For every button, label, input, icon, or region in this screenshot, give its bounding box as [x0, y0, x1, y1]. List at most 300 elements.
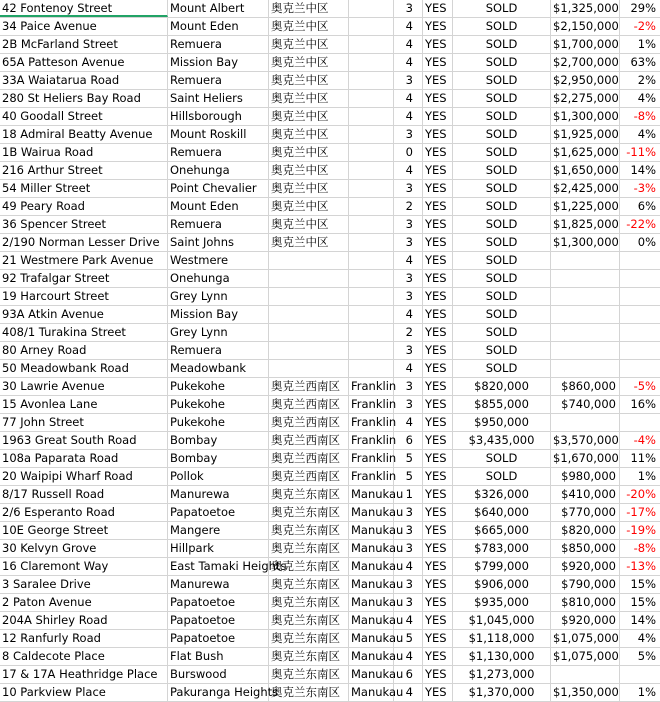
suburb-cell[interactable]: Pakuranga Heights: [170, 685, 279, 699]
change-cell[interactable]: -20%: [626, 487, 656, 501]
region-cell[interactable]: [269, 324, 349, 341]
region-cell[interactable]: [269, 306, 349, 323]
suburb-cell[interactable]: Mission Bay: [168, 306, 269, 323]
bedrooms-cell[interactable]: 3: [394, 576, 423, 593]
bedrooms-cell[interactable]: 3: [394, 180, 423, 197]
bedrooms-cell[interactable]: 6: [394, 432, 423, 449]
region-cell[interactable]: 奥克兰东南区: [269, 558, 349, 575]
district-cell[interactable]: Manukau: [351, 613, 404, 627]
region-cell[interactable]: 奥克兰中区: [269, 162, 349, 179]
change-cell[interactable]: -8%: [633, 541, 656, 555]
status-price-cell[interactable]: $1,273,000: [453, 666, 551, 683]
district-cell[interactable]: [349, 198, 394, 215]
address-cell[interactable]: 16 Claremont Way: [0, 558, 168, 575]
cv-cell[interactable]: $2,425,000: [553, 181, 619, 195]
district-cell[interactable]: [349, 252, 394, 269]
suburb-cell[interactable]: Onehunga: [168, 270, 269, 287]
district-cell[interactable]: Manukau: [351, 667, 404, 681]
address-cell[interactable]: 10E George Street: [0, 522, 168, 539]
change-cell[interactable]: [620, 342, 660, 359]
cv-cell[interactable]: $1,075,000: [553, 631, 619, 645]
bedrooms-cell[interactable]: 3: [394, 540, 423, 557]
suburb-cell[interactable]: Remuera: [168, 342, 269, 359]
cv-cell[interactable]: $1,300,000: [553, 109, 619, 123]
cv-cell[interactable]: $790,000: [551, 576, 620, 593]
cv-cell[interactable]: $1,925,000: [553, 127, 619, 141]
suburb-cell[interactable]: Grey Lynn: [168, 288, 269, 305]
change-cell[interactable]: 2%: [637, 73, 656, 87]
bedrooms-cell[interactable]: 3: [394, 504, 423, 521]
status-price-cell[interactable]: SOLD: [453, 234, 551, 251]
district-cell[interactable]: [349, 216, 394, 233]
change-cell[interactable]: 11%: [630, 451, 656, 465]
address-cell[interactable]: 216 Arthur Street: [0, 162, 168, 179]
status-price-cell[interactable]: $1,370,000: [453, 684, 551, 701]
address-cell[interactable]: 93A Atkin Avenue: [0, 306, 168, 323]
suburb-cell[interactable]: Hillpark: [168, 540, 269, 557]
change-cell[interactable]: 14%: [630, 613, 656, 627]
region-cell[interactable]: 奥克兰东南区: [269, 594, 349, 611]
change-cell[interactable]: [620, 414, 660, 431]
status-price-cell[interactable]: $665,000: [453, 522, 551, 539]
status-price-cell[interactable]: SOLD: [453, 360, 551, 377]
region-cell[interactable]: 奥克兰中区: [269, 234, 349, 251]
district-cell[interactable]: Manukau: [351, 649, 404, 663]
suburb-cell[interactable]: Papatoetoe: [168, 594, 269, 611]
address-cell[interactable]: 17 & 17A Heathridge Place: [0, 666, 168, 683]
change-cell[interactable]: 63%: [630, 55, 656, 69]
region-cell[interactable]: 奥克兰中区: [269, 0, 349, 17]
region-cell[interactable]: 奥克兰东南区: [269, 612, 349, 629]
flag-cell[interactable]: YES: [423, 612, 453, 629]
address-cell[interactable]: 1963 Great South Road: [0, 432, 168, 449]
status-price-cell[interactable]: SOLD: [453, 90, 551, 107]
status-price-cell[interactable]: SOLD: [453, 450, 551, 467]
address-cell[interactable]: 80 Arney Road: [0, 342, 168, 359]
address-cell[interactable]: 280 St Heliers Bay Road: [0, 90, 168, 107]
region-cell[interactable]: [269, 342, 349, 359]
flag-cell[interactable]: YES: [423, 234, 453, 251]
bedrooms-cell[interactable]: 3: [394, 396, 423, 413]
cv-cell[interactable]: $410,000: [551, 486, 620, 503]
bedrooms-cell[interactable]: 3: [394, 234, 423, 251]
district-cell[interactable]: Manukau: [351, 685, 404, 699]
district-cell[interactable]: [349, 36, 394, 53]
region-cell[interactable]: 奥克兰西南区: [269, 396, 349, 413]
flag-cell[interactable]: YES: [423, 288, 453, 305]
suburb-cell[interactable]: Point Chevalier: [168, 180, 269, 197]
change-cell[interactable]: [620, 270, 660, 287]
flag-cell[interactable]: YES: [423, 360, 453, 377]
address-cell[interactable]: 42 Fontenoy Street: [0, 0, 168, 17]
district-cell[interactable]: Manukau: [351, 559, 404, 573]
bedrooms-cell[interactable]: 4: [394, 558, 423, 575]
cv-cell[interactable]: [551, 360, 620, 377]
address-cell[interactable]: 36 Spencer Street: [0, 216, 168, 233]
address-cell[interactable]: 408/1 Turakina Street: [0, 324, 168, 341]
cv-cell[interactable]: [551, 288, 620, 305]
region-cell[interactable]: 奥克兰中区: [269, 90, 349, 107]
region-cell[interactable]: 奥克兰中区: [269, 72, 349, 89]
change-cell[interactable]: 6%: [637, 199, 656, 213]
flag-cell[interactable]: YES: [423, 684, 453, 701]
status-price-cell[interactable]: SOLD: [453, 468, 551, 485]
flag-cell[interactable]: YES: [423, 432, 453, 449]
district-cell[interactable]: [349, 180, 394, 197]
status-price-cell[interactable]: SOLD: [453, 144, 551, 161]
address-cell[interactable]: 65A Patteson Avenue: [0, 54, 168, 71]
flag-cell[interactable]: YES: [423, 270, 453, 287]
cv-cell[interactable]: $980,000: [551, 468, 620, 485]
cv-cell[interactable]: [551, 270, 620, 287]
suburb-cell[interactable]: Bombay: [168, 450, 269, 467]
address-cell[interactable]: 18 Admiral Beatty Avenue: [0, 126, 168, 143]
flag-cell[interactable]: YES: [423, 162, 453, 179]
flag-cell[interactable]: YES: [423, 540, 453, 557]
flag-cell[interactable]: YES: [423, 252, 453, 269]
suburb-cell[interactable]: Mangere: [168, 522, 269, 539]
bedrooms-cell[interactable]: 3: [394, 378, 423, 395]
district-cell[interactable]: [349, 18, 394, 35]
flag-cell[interactable]: YES: [423, 126, 453, 143]
change-cell[interactable]: [620, 324, 660, 341]
change-cell[interactable]: -8%: [633, 109, 656, 123]
suburb-cell[interactable]: Grey Lynn: [168, 324, 269, 341]
change-cell[interactable]: [620, 252, 660, 269]
change-cell[interactable]: 4%: [637, 91, 656, 105]
bedrooms-cell[interactable]: 4: [394, 306, 423, 323]
address-cell[interactable]: 50 Meadowbank Road: [0, 360, 168, 377]
suburb-cell[interactable]: Bombay: [168, 432, 269, 449]
region-cell[interactable]: [269, 288, 349, 305]
region-cell[interactable]: 奥克兰东南区: [269, 576, 349, 593]
district-cell[interactable]: Franklin: [351, 433, 397, 447]
bedrooms-cell[interactable]: 3: [394, 288, 423, 305]
flag-cell[interactable]: YES: [423, 576, 453, 593]
cv-cell[interactable]: [551, 306, 620, 323]
cv-cell[interactable]: $1,350,000: [553, 685, 619, 699]
flag-cell[interactable]: YES: [423, 90, 453, 107]
region-cell[interactable]: 奥克兰中区: [269, 36, 349, 53]
region-cell[interactable]: 奥克兰东南区: [269, 648, 349, 665]
flag-cell[interactable]: YES: [423, 324, 453, 341]
district-cell[interactable]: [349, 324, 394, 341]
cv-cell[interactable]: $3,570,000: [553, 433, 619, 447]
change-cell[interactable]: -22%: [626, 217, 656, 231]
flag-cell[interactable]: YES: [423, 342, 453, 359]
flag-cell[interactable]: YES: [423, 0, 453, 17]
district-cell[interactable]: Manukau: [351, 577, 404, 591]
status-price-cell[interactable]: SOLD: [453, 180, 551, 197]
bedrooms-cell[interactable]: 6: [394, 666, 423, 683]
suburb-cell[interactable]: Saint Heliers: [168, 90, 269, 107]
cv-cell[interactable]: [551, 342, 620, 359]
region-cell[interactable]: 奥克兰中区: [269, 126, 349, 143]
suburb-cell[interactable]: Papatoetoe: [168, 612, 269, 629]
cv-cell[interactable]: $740,000: [551, 396, 620, 413]
flag-cell[interactable]: YES: [423, 108, 453, 125]
status-price-cell[interactable]: $855,000: [453, 396, 551, 413]
flag-cell[interactable]: YES: [423, 378, 453, 395]
status-price-cell[interactable]: $3,435,000: [453, 432, 551, 449]
flag-cell[interactable]: YES: [423, 630, 453, 647]
flag-cell[interactable]: YES: [423, 594, 453, 611]
flag-cell[interactable]: YES: [423, 486, 453, 503]
bedrooms-cell[interactable]: 3: [394, 216, 423, 233]
change-cell[interactable]: 29%: [630, 1, 656, 15]
suburb-cell[interactable]: Mount Roskill: [168, 126, 269, 143]
change-cell[interactable]: 4%: [637, 631, 656, 645]
address-cell[interactable]: 77 John Street: [0, 414, 168, 431]
flag-cell[interactable]: YES: [423, 144, 453, 161]
region-cell[interactable]: [269, 270, 349, 287]
suburb-cell[interactable]: Manurewa: [168, 486, 269, 503]
change-cell[interactable]: [620, 306, 660, 323]
status-price-cell[interactable]: $783,000: [453, 540, 551, 557]
district-cell[interactable]: [349, 54, 394, 71]
change-cell[interactable]: -2%: [633, 19, 656, 33]
region-cell[interactable]: 奥克兰西南区: [269, 414, 349, 431]
region-cell[interactable]: 奥克兰西南区: [269, 468, 349, 485]
district-cell[interactable]: Franklin: [351, 469, 397, 483]
bedrooms-cell[interactable]: 3: [394, 522, 423, 539]
district-cell[interactable]: [349, 90, 394, 107]
cv-cell[interactable]: $860,000: [551, 378, 620, 395]
region-cell[interactable]: 奥克兰中区: [269, 216, 349, 233]
region-cell[interactable]: 奥克兰中区: [269, 144, 349, 161]
cv-cell[interactable]: $770,000: [551, 504, 620, 521]
cv-cell[interactable]: $2,275,000: [553, 91, 619, 105]
address-cell[interactable]: 2 Paton Avenue: [0, 594, 168, 611]
region-cell[interactable]: 奥克兰东南区: [269, 504, 349, 521]
region-cell[interactable]: 奥克兰中区: [269, 54, 349, 71]
bedrooms-cell[interactable]: 4: [394, 684, 423, 701]
district-cell[interactable]: Manukau: [351, 541, 404, 555]
flag-cell[interactable]: YES: [423, 216, 453, 233]
status-price-cell[interactable]: $1,130,000: [453, 648, 551, 665]
address-cell[interactable]: 30 Lawrie Avenue: [0, 378, 168, 395]
district-cell[interactable]: Franklin: [351, 451, 397, 465]
district-cell[interactable]: [349, 306, 394, 323]
address-cell[interactable]: 33A Waiatarua Road: [0, 72, 168, 89]
status-price-cell[interactable]: SOLD: [453, 306, 551, 323]
status-price-cell[interactable]: SOLD: [453, 126, 551, 143]
suburb-cell[interactable]: Hillsborough: [168, 108, 269, 125]
cv-cell[interactable]: $1,825,000: [553, 217, 619, 231]
suburb-cell[interactable]: Pukekohe: [168, 414, 269, 431]
bedrooms-cell[interactable]: 2: [394, 324, 423, 341]
address-cell[interactable]: 204A Shirley Road: [0, 612, 168, 629]
change-cell[interactable]: -19%: [626, 523, 656, 537]
suburb-cell[interactable]: Papatoetoe: [168, 504, 269, 521]
status-price-cell[interactable]: SOLD: [453, 72, 551, 89]
bedrooms-cell[interactable]: 4: [394, 108, 423, 125]
status-price-cell[interactable]: $799,000: [453, 558, 551, 575]
status-price-cell[interactable]: $950,000: [453, 414, 551, 431]
bedrooms-cell[interactable]: 3: [394, 342, 423, 359]
status-price-cell[interactable]: SOLD: [453, 252, 551, 269]
region-cell[interactable]: 奥克兰东南区: [269, 666, 349, 683]
change-cell[interactable]: -5%: [633, 379, 656, 393]
address-cell[interactable]: 2B McFarland Street: [0, 36, 168, 53]
change-cell[interactable]: 0%: [637, 235, 656, 249]
status-price-cell[interactable]: SOLD: [453, 54, 551, 71]
status-price-cell[interactable]: $906,000: [453, 576, 551, 593]
district-cell[interactable]: [349, 342, 394, 359]
status-price-cell[interactable]: SOLD: [453, 324, 551, 341]
status-price-cell[interactable]: $820,000: [453, 378, 551, 395]
change-cell[interactable]: -11%: [626, 145, 656, 159]
suburb-cell[interactable]: Onehunga: [168, 162, 269, 179]
change-cell[interactable]: [620, 666, 660, 683]
change-cell[interactable]: 15%: [630, 595, 656, 609]
bedrooms-cell[interactable]: 3: [394, 72, 423, 89]
region-cell[interactable]: 奥克兰西南区: [269, 450, 349, 467]
change-cell[interactable]: 4%: [637, 127, 656, 141]
flag-cell[interactable]: YES: [423, 414, 453, 431]
district-cell[interactable]: Manukau: [351, 487, 404, 501]
district-cell[interactable]: Franklin: [351, 397, 397, 411]
bedrooms-cell[interactable]: 4: [394, 612, 423, 629]
status-price-cell[interactable]: SOLD: [453, 0, 551, 17]
district-cell[interactable]: [349, 234, 394, 251]
status-price-cell[interactable]: $326,000: [453, 486, 551, 503]
suburb-cell[interactable]: Burswood: [168, 666, 269, 683]
flag-cell[interactable]: YES: [423, 180, 453, 197]
suburb-cell[interactable]: Papatoetoe: [168, 630, 269, 647]
district-cell[interactable]: [349, 270, 394, 287]
bedrooms-cell[interactable]: 1: [394, 486, 423, 503]
address-cell[interactable]: 108a Paparata Road: [0, 450, 168, 467]
suburb-cell[interactable]: Remuera: [168, 36, 269, 53]
region-cell[interactable]: 奥克兰东南区: [269, 486, 349, 503]
region-cell[interactable]: 奥克兰东南区: [269, 522, 349, 539]
change-cell[interactable]: 5%: [637, 649, 656, 663]
address-cell[interactable]: 1B Wairua Road: [0, 144, 168, 161]
address-cell[interactable]: 54 Miller Street: [0, 180, 168, 197]
change-cell[interactable]: 1%: [637, 469, 656, 483]
bedrooms-cell[interactable]: 4: [394, 90, 423, 107]
cv-cell[interactable]: $1,300,000: [553, 235, 619, 249]
bedrooms-cell[interactable]: 0: [394, 144, 423, 161]
region-cell[interactable]: 奥克兰中区: [269, 108, 349, 125]
cv-cell[interactable]: $920,000: [551, 612, 620, 629]
flag-cell[interactable]: YES: [423, 468, 453, 485]
district-cell[interactable]: [349, 72, 394, 89]
bedrooms-cell[interactable]: 3: [394, 0, 423, 17]
district-cell[interactable]: Manukau: [351, 523, 404, 537]
bedrooms-cell[interactable]: 4: [394, 36, 423, 53]
change-cell[interactable]: [620, 288, 660, 305]
status-price-cell[interactable]: SOLD: [453, 108, 551, 125]
change-cell[interactable]: [620, 360, 660, 377]
cv-cell[interactable]: $1,625,000: [553, 145, 619, 159]
status-price-cell[interactable]: SOLD: [453, 342, 551, 359]
cv-cell[interactable]: $2,150,000: [553, 19, 619, 33]
status-price-cell[interactable]: $640,000: [453, 504, 551, 521]
suburb-cell[interactable]: Pukekohe: [168, 396, 269, 413]
cv-cell[interactable]: $1,700,000: [553, 37, 619, 51]
cv-cell[interactable]: $920,000: [551, 558, 620, 575]
suburb-cell[interactable]: Mount Albert: [168, 0, 269, 17]
change-cell[interactable]: 16%: [630, 397, 656, 411]
bedrooms-cell[interactable]: 3: [394, 126, 423, 143]
suburb-cell[interactable]: Flat Bush: [168, 648, 269, 665]
status-price-cell[interactable]: SOLD: [453, 216, 551, 233]
cv-cell[interactable]: [551, 324, 620, 341]
district-cell[interactable]: Manukau: [351, 595, 404, 609]
bedrooms-cell[interactable]: 4: [394, 360, 423, 377]
bedrooms-cell[interactable]: 4: [394, 252, 423, 269]
suburb-cell[interactable]: Mount Eden: [168, 198, 269, 215]
district-cell[interactable]: Franklin: [351, 415, 397, 429]
bedrooms-cell[interactable]: 3: [394, 594, 423, 611]
suburb-cell[interactable]: Manurewa: [168, 576, 269, 593]
change-cell[interactable]: 1%: [637, 37, 656, 51]
flag-cell[interactable]: YES: [423, 72, 453, 89]
region-cell[interactable]: 奥克兰东南区: [269, 630, 349, 647]
suburb-cell[interactable]: Westmere: [168, 252, 269, 269]
region-cell[interactable]: 奥克兰中区: [269, 18, 349, 35]
flag-cell[interactable]: YES: [423, 306, 453, 323]
address-cell[interactable]: 15 Avonlea Lane: [0, 396, 168, 413]
address-cell[interactable]: 2/6 Esperanto Road: [0, 504, 168, 521]
bedrooms-cell[interactable]: 3: [394, 270, 423, 287]
bedrooms-cell[interactable]: 4: [394, 162, 423, 179]
district-cell[interactable]: [349, 360, 394, 377]
suburb-cell[interactable]: Remuera: [168, 216, 269, 233]
suburb-cell[interactable]: Pukekohe: [168, 378, 269, 395]
region-cell[interactable]: 奥克兰中区: [269, 198, 349, 215]
district-cell[interactable]: [349, 144, 394, 161]
district-cell[interactable]: [349, 126, 394, 143]
flag-cell[interactable]: YES: [423, 450, 453, 467]
cv-cell[interactable]: $850,000: [551, 540, 620, 557]
bedrooms-cell[interactable]: 2: [394, 198, 423, 215]
region-cell[interactable]: 奥克兰西南区: [269, 432, 349, 449]
district-cell[interactable]: [349, 288, 394, 305]
status-price-cell[interactable]: SOLD: [453, 162, 551, 179]
suburb-cell[interactable]: Remuera: [168, 144, 269, 161]
region-cell[interactable]: 奥克兰中区: [269, 180, 349, 197]
address-cell[interactable]: 92 Trafalgar Street: [0, 270, 168, 287]
suburb-cell[interactable]: Mount Eden: [168, 18, 269, 35]
status-price-cell[interactable]: $1,118,000: [453, 630, 551, 647]
district-cell[interactable]: Manukau: [351, 505, 404, 519]
change-cell[interactable]: -3%: [633, 181, 656, 195]
change-cell[interactable]: -13%: [626, 559, 656, 573]
address-cell[interactable]: 40 Goodall Street: [0, 108, 168, 125]
address-cell[interactable]: 2/190 Norman Lesser Drive: [0, 234, 168, 251]
address-cell[interactable]: 30 Kelvyn Grove: [0, 540, 168, 557]
cv-cell[interactable]: [551, 414, 620, 431]
bedrooms-cell[interactable]: 4: [394, 18, 423, 35]
status-price-cell[interactable]: SOLD: [453, 288, 551, 305]
flag-cell[interactable]: YES: [423, 522, 453, 539]
address-cell[interactable]: 34 Paice Avenue: [0, 18, 168, 35]
district-cell[interactable]: Manukau: [351, 631, 404, 645]
flag-cell[interactable]: YES: [423, 504, 453, 521]
address-cell[interactable]: 10 Parkview Place: [0, 684, 168, 701]
region-cell[interactable]: 奥克兰东南区: [269, 684, 349, 701]
status-price-cell[interactable]: $1,045,000: [453, 612, 551, 629]
district-cell[interactable]: [349, 108, 394, 125]
address-cell[interactable]: 19 Harcourt Street: [0, 288, 168, 305]
cv-cell[interactable]: $2,950,000: [553, 73, 619, 87]
flag-cell[interactable]: YES: [423, 666, 453, 683]
address-cell[interactable]: 8/17 Russell Road: [0, 486, 168, 503]
change-cell[interactable]: -4%: [633, 433, 656, 447]
